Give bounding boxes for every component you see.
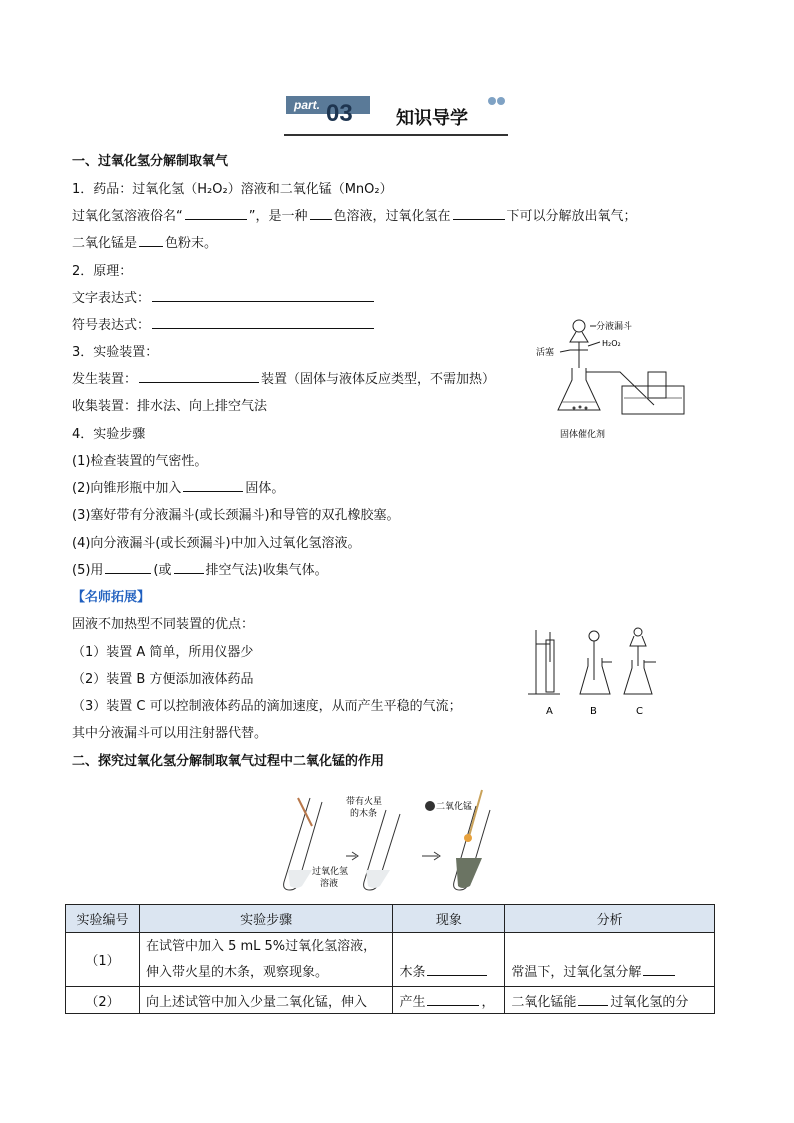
text-fragment: 过氧化氢溶液俗名“ — [72, 209, 183, 224]
label-h2o2: H₂O₂ — [602, 339, 621, 348]
text-fragment: 产生 — [399, 994, 426, 1010]
blank-direction — [174, 562, 204, 574]
label-valve: 活塞 — [536, 348, 555, 358]
blank-row2-analysis — [578, 994, 608, 1006]
mno2-description — [72, 232, 217, 251]
blank-row1-analysis — [643, 964, 675, 976]
section1-heading: 一、过氧化氢分解制取氧气 — [72, 154, 229, 169]
label-a: A — [546, 706, 553, 717]
header-analysis: 分析 — [505, 905, 715, 933]
experiment-table — [65, 904, 715, 1014]
row1-step-line2: 伸入带火星的木条，观察现象。 — [145, 965, 328, 980]
step-4: (4)向分液漏斗(或长颈漏斗)中加入过氧化氢溶液。 — [72, 536, 361, 551]
text-fragment: 二氧化锰是 — [72, 236, 138, 251]
extension-b: （2）装置 B 方便添加液体药品 — [72, 672, 254, 687]
label-splint-2: 的木条 — [350, 809, 378, 819]
step-5 — [72, 559, 328, 578]
header-id: 实验编号 — [66, 905, 140, 933]
step-2 — [72, 477, 284, 496]
table-row — [66, 987, 715, 1014]
step-1: (1)检查装置的气密性。 — [72, 454, 208, 469]
text-fragment: ”，是一种 — [248, 209, 308, 224]
extension-note: 其中分液漏斗可以用注射器代替。 — [72, 726, 268, 741]
label-funnel: 分液漏斗 — [596, 322, 633, 332]
banner-title: 知识导学 — [396, 108, 468, 129]
label-catalyst: 固体催化剂 — [560, 430, 606, 440]
text-fragment: 色溶液，过氧化氢在 — [333, 209, 451, 224]
blank-row2-phenomenon — [427, 994, 479, 1006]
blank-word-equation — [152, 290, 374, 302]
blank-solid — [183, 480, 243, 492]
text-fragment: ， — [481, 994, 495, 1010]
generator-line — [72, 368, 495, 387]
section-banner — [284, 96, 508, 138]
collection-line: 收集装置：排水法、向上排空气法 — [72, 399, 268, 414]
blank-common-name — [185, 208, 247, 220]
label-c: C — [636, 706, 643, 717]
text-fragment: 排空气法)收集气体。 — [205, 563, 328, 578]
blank-row1-phenomenon — [427, 964, 487, 976]
text-fragment: 木条 — [399, 965, 426, 980]
teacher-extension-label: 【名师拓展】 — [72, 590, 151, 605]
table-row — [66, 933, 715, 987]
row1-step-line1: 在试管中加入 5 mL 5%过氧化氢溶液， — [145, 939, 377, 954]
step-3: (3)塞好带有分液漏斗(或长颈漏斗)和导管的双孔橡胶塞。 — [72, 508, 400, 523]
label-solution-2: 溶液 — [320, 879, 339, 889]
banner-rule — [284, 134, 508, 136]
row1-step — [139, 933, 393, 987]
header-step: 实验步骤 — [139, 905, 393, 933]
blank-color — [310, 208, 332, 220]
table-header-row — [66, 905, 715, 933]
decor-dots-icon — [487, 96, 507, 108]
row1-id: （1） — [66, 933, 140, 987]
extension-intro: 固液不加热型不同装置的优点： — [72, 617, 255, 632]
principle-label: 2．原理： — [72, 264, 133, 279]
extension-c: （3）装置 C 可以控制液体药品的滴加速度，从而产生平稳的气流； — [72, 699, 462, 714]
text-fragment: 二氧化锰能 — [511, 994, 577, 1010]
row1-analysis — [505, 933, 715, 987]
devices-abc-figure — [520, 622, 690, 722]
label-splint-1: 带有火星 — [346, 797, 383, 807]
row2-phenomenon — [393, 987, 505, 1014]
text-fragment: 过氧化氢的分 — [610, 994, 689, 1010]
h2o2-description — [72, 205, 637, 224]
blank-method — [105, 562, 151, 574]
steps-label: 4．实验步骤 — [72, 427, 146, 442]
row2-step: 向上述试管中加入少量二氧化锰，伸入 — [139, 987, 393, 1014]
row1-phenomenon — [393, 933, 505, 987]
part-tag: part. — [286, 96, 370, 114]
label-mno2: 二氧化锰 — [436, 802, 473, 812]
label-b: B — [590, 706, 597, 717]
drugs-line: 1．药品：过氧化氢（H₂O₂）溶液和二氧化锰（MnO₂） — [72, 182, 393, 197]
test-tubes-figure — [270, 786, 530, 896]
symbol-equation-line — [72, 314, 376, 333]
blank-generator — [139, 371, 259, 383]
part-number: 03 — [326, 100, 353, 127]
text-fragment: 色粉末。 — [165, 236, 218, 251]
text-fragment: 装置（固体与液体反应类型，不需加热） — [261, 372, 496, 387]
apparatus-label: 3．实验装置： — [72, 345, 159, 360]
text-fragment: (或 — [153, 563, 172, 578]
blank-condition — [453, 208, 505, 220]
text-fragment: 文字表达式： — [72, 291, 151, 306]
label-solution-1: 过氧化氢 — [312, 867, 349, 877]
text-fragment: 符号表达式： — [72, 318, 151, 333]
text-fragment: 常温下，过氧化氢分解 — [511, 965, 642, 980]
text-fragment: (5)用 — [72, 563, 104, 578]
blank-symbol-equation — [152, 317, 374, 329]
word-equation-line — [72, 287, 376, 306]
apparatus-figure — [530, 310, 700, 445]
text-fragment: 固体。 — [245, 481, 285, 496]
text-fragment: 下可以分解放出氧气； — [506, 209, 637, 224]
text-fragment: (2)向锥形瓶中加入 — [72, 481, 182, 496]
row2-analysis — [505, 987, 715, 1014]
section2-heading: 二、探究过氧化氢分解制取氧气过程中二氧化锰的作用 — [72, 754, 385, 769]
text-fragment: 发生装置： — [72, 372, 138, 387]
extension-a: （1）装置 A 简单，所用仪器少 — [72, 645, 254, 660]
header-phenomenon: 现象 — [393, 905, 505, 933]
blank-mno2-color — [139, 235, 163, 247]
row2-id: （2） — [66, 987, 140, 1014]
